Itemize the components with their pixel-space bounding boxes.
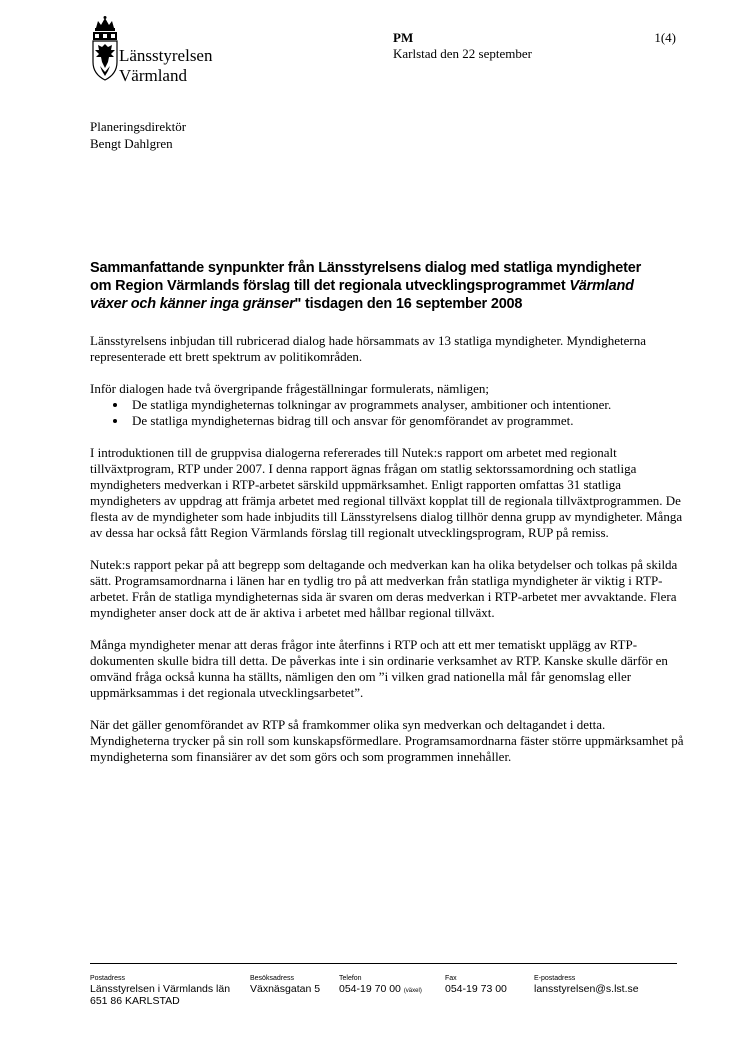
heading-italic-title: Värmland växer och känner inga gränser: [90, 278, 634, 312]
memo-header: [393, 30, 532, 62]
logo-line-1: Länsstyrelsen: [119, 46, 213, 65]
paragraph-4: Nutek:s rapport pekar på att begrepp som deltagande och medverkan kan ha olika betydelser och tolkas på skilda sätt. Programsamordnarna i länen har en tydlig tro på att medverkan från statliga myndigheter är viktig i RTP-arbetet. Från de statliga myndigheternas sida är svaren om deras medverkan i RTP-arbetet mer avvaktande. Flera myndigheter anser dock att de är aktiva i arbetet med hållbar regional tillväxt.: [90, 557, 678, 620]
page-number: 1(4): [654, 30, 676, 45]
heading-part-2: " tisdagen den 16 september 2008: [294, 296, 523, 312]
paragraph-2-intro: Inför dialogen hade två övergripande frågeställningar formulerats, nämligen;: [90, 381, 490, 396]
phone-value: 054-19 70 00: [339, 983, 401, 995]
postal-line-2: 651 86 KARLSTAD: [90, 995, 180, 1007]
bullet-item: • De statliga myndigheternas tolkningar av programmets analyser, ambitioner och intentioner.: [128, 397, 685, 413]
footer-email: [534, 974, 639, 995]
email-label: E-postadress: [534, 975, 576, 982]
visit-value: Växnäsgatan 5: [250, 983, 321, 995]
phone-note: (växel): [403, 988, 422, 994]
paragraph-3: I introduktionen till de gruppvisa dialogerna refererades till Nutek:s rapport om arbetet med regionalt tillväxtprogram, RTP under 2007. I denna rapport ägnas frågan om statlig sektorssamordning och statliga myndigheters medverkan i RTP-arbetet särskild uppmärksamhet. Enligt rapporten omfattas 31 statliga myndigheters av uppdrag att främja arbetet med regional tillväxt kopplat till de regionala tillväxtprogrammen. De flesta av de myndigheter som hade inbjudits till Länsstyrelsens dialog tillhör denna grupp av myndigheter. Många av dessa har också fått Region Värmlands förslag till regionalt utvecklingsprogram, RUP på remiss.: [90, 445, 683, 540]
footer-postal: [90, 974, 230, 1007]
visit-label: Besöksadress: [250, 975, 294, 982]
postal-label: Postadress: [90, 975, 126, 982]
document-body: [90, 333, 685, 781]
footer-visit: [250, 974, 320, 995]
heading-part-1: Sammanfattande synpunkter från Länsstyrelsens dialog med statliga myndigheter om Region Värmlands förslag till det regionala utvecklingsprogrammet: [90, 260, 642, 294]
sender-role: Planeringsdirektör: [90, 119, 187, 134]
sender-block: [90, 118, 186, 152]
phone-label: Telefon: [339, 975, 362, 982]
footer-fax: [445, 974, 507, 995]
sender-name: Bengt Dahlgren: [90, 136, 173, 151]
bullet-list: [90, 397, 685, 429]
agency-logo: [90, 16, 250, 94]
footer-divider: [90, 963, 677, 964]
paragraph-6: När det gäller genomförandet av RTP så framkommer olika syn medverkan och deltagandet i detta. Myndigheterna trycker på sin roll som kunskapsförmedlare. Programsamordnarna fäster större uppmärksamhet på myndigheterna som finansiärer av det som görs och som programmen innehåller.: [90, 717, 684, 764]
bullet-item: • De statliga myndigheternas bidrag till och ansvar för genomförandet av programmet.: [128, 413, 685, 429]
fax-label: Fax: [445, 975, 457, 982]
footer-phone: [339, 974, 422, 997]
paragraph-5: Många myndigheter menar att deras frågor inte återfinns i RTP och att ett mer tematiskt upplägg av RTP-dokumenten skulle bidra till detta. De påverkas inte i sin ordinarie verksamhet av RTP. Kanske skulle därför en omvänd fråga också kunna ha ställts, nämligen den om ”i vilken grad nationella mål får genomslag eller uppmärksammas i det regionala utvecklingsarbetet”.: [90, 637, 668, 700]
coat-of-arms-icon: [90, 16, 120, 92]
document-heading: [90, 259, 660, 313]
logo-line-2: Värmland: [119, 66, 187, 85]
memo-place-date: Karlstad den 22 september: [393, 46, 532, 61]
email-value: lansstyrelsen@s.lst.se: [534, 983, 639, 995]
postal-line-1: Länsstyrelsen i Värmlands län: [90, 983, 231, 995]
fax-value: 054-19 73 00: [445, 983, 507, 995]
paragraph-1: Länsstyrelsens inbjudan till rubricerad dialog hade hörsammats av 13 statliga myndigheter. Myndigheterna representerade ett brett spektrum av politikområden.: [90, 333, 646, 364]
memo-title: PM: [393, 30, 414, 45]
